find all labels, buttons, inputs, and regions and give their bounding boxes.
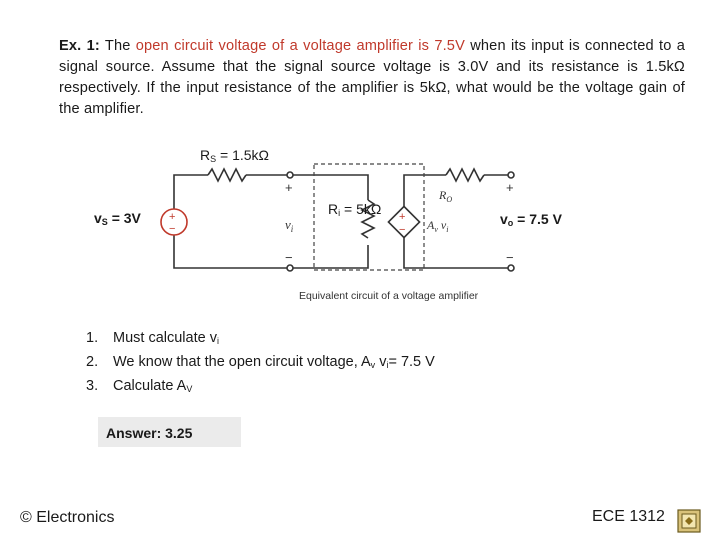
step-subscript: V: [186, 384, 193, 394]
output-terminal-bottom: [508, 265, 514, 271]
vs-symbol: v: [94, 210, 102, 226]
vo-plus-sign: +: [506, 180, 514, 195]
rs-value: = 1.5kΩ: [216, 147, 270, 163]
example-label: Ex. 1:: [59, 38, 100, 54]
vi-symbol: $v_i$: [285, 217, 294, 234]
rs-symbol: R: [200, 147, 211, 163]
av-vi-label: $A_v$ $v_i$: [427, 218, 449, 234]
vi-minus-sign: −: [285, 250, 293, 265]
circuit-diagram: [150, 150, 530, 290]
source-minus-sign: −: [169, 223, 176, 235]
output-resistor-zigzag: [446, 169, 484, 181]
step-item: [86, 376, 435, 400]
step-text-cont: v: [375, 354, 387, 370]
wire-to-ri-top: [293, 175, 368, 200]
step-item: [86, 352, 435, 376]
vo-value: = 7.5 V: [513, 211, 562, 227]
problem-text-a: The: [99, 38, 136, 54]
source-plus-sign: +: [169, 211, 176, 223]
source-resistor-zigzag: [208, 169, 246, 181]
input-resistance-label: [328, 201, 381, 218]
problem-statement: [59, 36, 685, 120]
ri-value: = 5kΩ: [340, 201, 382, 217]
solution-steps: [86, 328, 435, 400]
footer-copyright: © Electronics: [20, 509, 115, 526]
vs-value: = 3V: [107, 210, 141, 226]
step-subscript: v: [370, 360, 376, 370]
wire-top-left: [174, 175, 208, 210]
answer-box: Answer: 3.25: [98, 417, 241, 447]
ri-subscript: i: [338, 208, 341, 218]
university-seal-icon: [676, 508, 702, 534]
step-text-end: = 7.5 V: [388, 354, 435, 370]
step-item: [86, 328, 435, 352]
output-voltage-label: [500, 211, 562, 228]
problem-highlight: open circuit voltage of a voltage amplifier is 7.5V: [135, 38, 465, 54]
input-terminal-top: [287, 172, 293, 178]
step-text: Must calculate v: [113, 330, 217, 346]
wire-bottom-left: [174, 234, 290, 268]
rs-subscript: S: [210, 154, 217, 164]
step-subscript: i: [216, 336, 219, 346]
step-number: 1.: [86, 330, 99, 346]
source-voltage-label: [94, 210, 141, 227]
wire-to-ri-bottom: [293, 245, 368, 268]
step-text: Calculate A: [113, 378, 187, 394]
circuit-caption: Equivalent circuit of a voltage amplifier: [299, 290, 479, 302]
step-subscript: i: [386, 360, 389, 370]
output-terminal-top: [508, 172, 514, 178]
ri-symbol: R: [328, 201, 339, 217]
step-text: We know that the open circuit voltage, A: [113, 354, 371, 370]
step-number: 2.: [86, 354, 99, 370]
vo-subscript: o: [507, 218, 514, 228]
vo-symbol: v: [500, 211, 508, 227]
vi-plus-sign: +: [285, 180, 293, 195]
wire-output-bottom: [404, 234, 508, 268]
ro-label: $R_O$: [439, 188, 453, 204]
vs-subscript: S: [101, 217, 108, 227]
dep-plus-sign: +: [399, 211, 406, 223]
dep-minus-sign: −: [399, 224, 406, 236]
input-terminal-bottom: [287, 265, 293, 271]
step-number: 3.: [86, 378, 99, 394]
footer-course-code: ECE 1312: [592, 508, 665, 525]
vo-minus-sign: −: [506, 250, 514, 265]
problem-text-b: when its input is connected to a signal source. Assume that the signal source voltage is 3.0V and its resistance is 1.5kΩ respectively. If the input resistance of the amplifier is 5kΩ, what would be the voltage gain of the amplifier.: [59, 38, 685, 117]
